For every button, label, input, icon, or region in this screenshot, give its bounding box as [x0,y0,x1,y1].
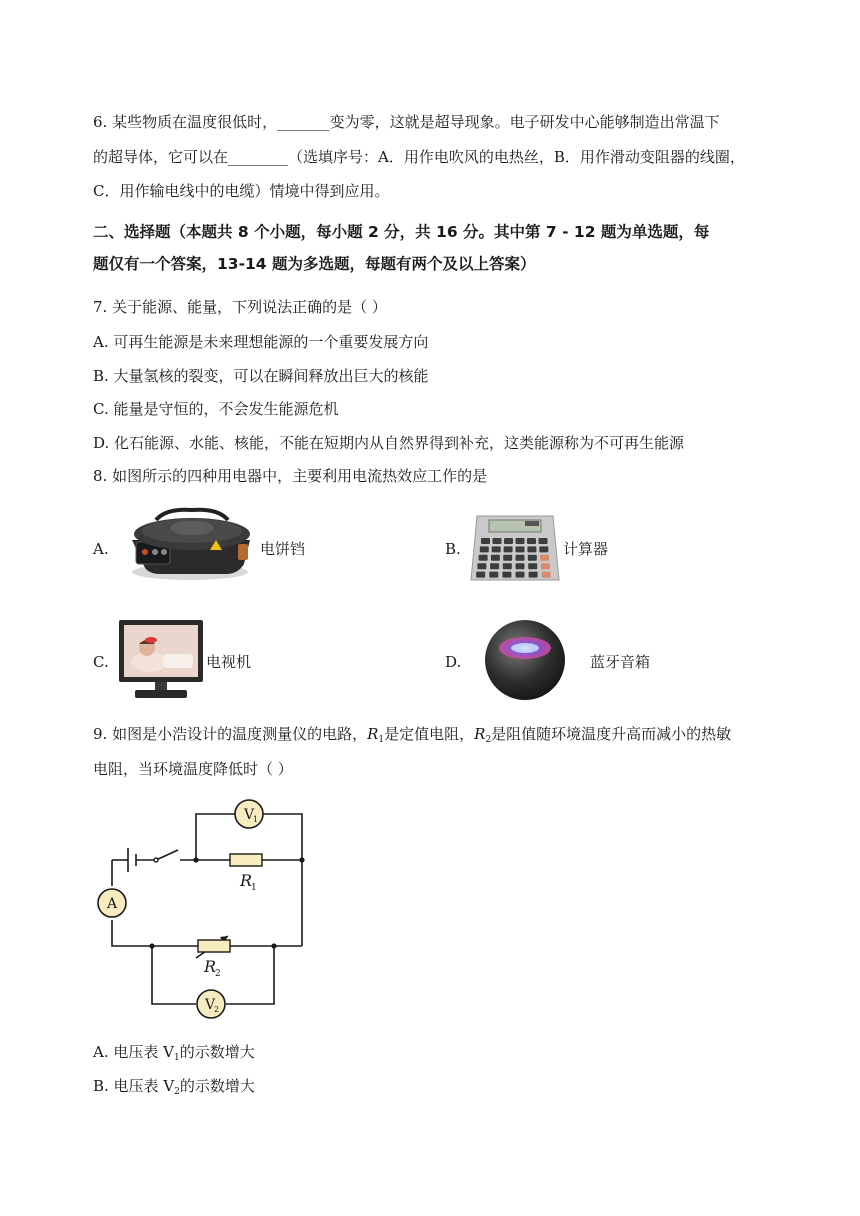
q7-option-a: A. 可再生能源是未来理想能源的一个重要发展方向 [93,333,429,351]
q8-option-c-letter: C. [93,653,109,671]
calculator-key [492,546,501,552]
q9-r1-symbol: R [367,725,379,743]
q9-option-b [93,1076,255,1102]
q9-option-a-subscript: 1 [173,1053,180,1063]
calculator-key [539,546,548,552]
q9-stem-mid: 是定值电阻， [384,725,475,743]
calculator-key [542,572,551,578]
calculator-image [469,512,561,584]
q9-option-a-prefix: A. 电压表 V [93,1043,174,1061]
calculator-key [490,563,499,569]
calculator-key [539,538,548,544]
q9-stem-suffix: 是阻值随环境温度升高而减小的热敏 [491,725,732,743]
q9-option-b-subscript: 2 [174,1087,180,1097]
voltmeter-v2-label: V [205,997,216,1013]
q9-stem-prefix: 9. 如图是小浩设计的温度测量仪的电路， [93,725,368,743]
q9-option-a-suffix: 的示数增大 [179,1043,255,1061]
calculator-key [516,555,525,561]
bluetooth-speaker-image [483,618,567,702]
q9-option-b-prefix: B. 电压表 V [93,1077,175,1095]
circuit-diagram [92,796,314,1022]
calculator-key [481,538,490,544]
q9-r2-symbol: R [474,725,486,743]
calculator-key [477,563,486,569]
voltmeter-v2-subscript: 2 [214,1005,220,1014]
q9-stem-line-2: 电阻，当环境温度降低时（ ） [93,760,293,778]
resistor-r2 [198,940,230,952]
calculator-key [504,546,513,552]
calculator-key [529,572,538,578]
calculator-key [516,538,525,544]
calculator-key [493,538,502,544]
calculator-key [516,546,525,552]
calculator-key [489,572,498,578]
q9-r2-subscript: 2 [485,735,492,745]
calculator-key [491,555,500,561]
calculator-key [541,563,550,569]
q8-option-d-letter: D. [445,653,462,671]
section-2-heading-line-1: 二、选择题（本题共 8 个小题，每小题 2 分，共 16 分。其中第 7 - 12 题为单选题，每 [93,223,710,241]
calculator-key [528,563,537,569]
q9-stem-line-1 [93,724,731,750]
q8-option-a-letter: A. [93,540,109,558]
q8-option-b-letter: B. [445,540,461,558]
voltmeter-v1-subscript: 1 [253,815,259,824]
ammeter-label: A [107,896,118,912]
calculator-key [516,563,525,569]
calculator-key [540,555,549,561]
q6-line-3: C．用作输电线中的电缆）情境中得到应用。 [93,182,390,200]
television-image [117,618,205,702]
calculator-key [527,546,536,552]
calculator-key [516,572,525,578]
calculator-key [503,563,512,569]
q9-r1-subscript: 1 [378,735,385,745]
q7-option-b: B. 大量氢核的裂变，可以在瞬间释放出巨大的核能 [93,367,429,385]
voltmeter-v1-label: V [244,807,255,823]
q8-stem: 8. 如图所示的四种用电器中，主要利用电流热效应工作的是 [93,467,488,485]
r2-label: R [204,957,217,976]
section-2-heading-line-2: 题仅有一个答案，13-14 题为多选题，每题有两个及以上答案） [93,255,536,273]
calculator-key [479,555,488,561]
q9-option-b-suffix: 的示数增大 [179,1077,255,1095]
calculator-key [528,555,537,561]
calculator-key [504,538,513,544]
q7-stem: 7. 关于能源、能量，下列说法正确的是（ ） [93,298,387,316]
electric-griddle-image [126,506,256,584]
q6-line-1: 6. 某些物质在温度很低时，_______变为零，这就是超导现象。电子研发中心能够制造出常温下 [93,113,720,131]
calculator-key [480,546,489,552]
q8-option-b-name: 计算器 [563,540,609,558]
calculator-key [527,538,536,544]
calculator-key [502,572,511,578]
q8-option-c-name: 电视机 [206,653,252,671]
q8-option-d-name: 蓝牙音箱 [590,653,651,671]
q6-line-2: 的超导体，它可以在________（选填序号：A．用作电吹风的电热丝，B．用作滑动变阻器的线圈， [93,148,745,166]
q9-option-a [93,1042,255,1068]
q8-option-a-name: 电饼铛 [260,540,306,558]
calculator-key [503,555,512,561]
q7-option-d: D. 化石能源、水能、核能，不能在短期内从自然界得到补充，这类能源称为不可再生能源 [93,434,685,452]
resistor-r1 [230,854,262,866]
r1-label: R [240,871,253,890]
r1-label-subscript: 1 [251,883,257,893]
q7-option-c: C. 能量是守恒的，不会发生能源危机 [93,400,339,418]
calculator-key [476,572,485,578]
r2-label-subscript: 2 [215,969,221,979]
